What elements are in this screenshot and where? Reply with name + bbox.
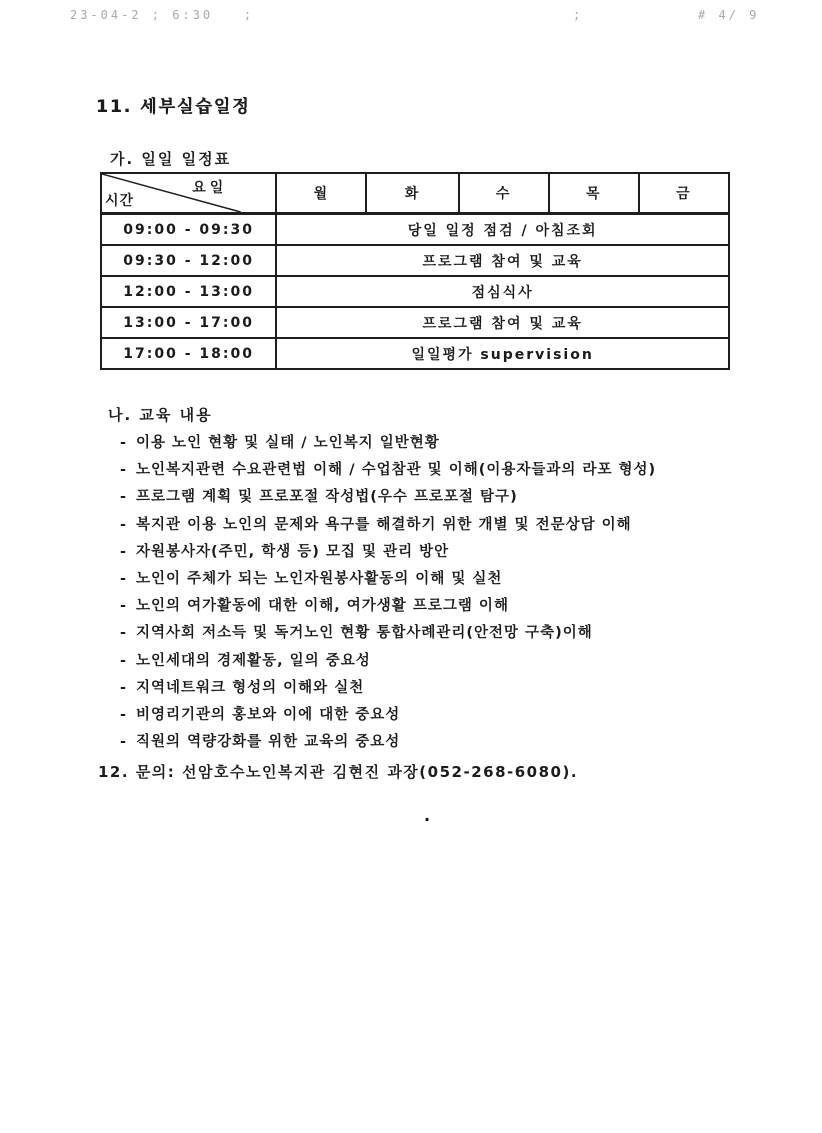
- contact-info: 12. 문의: 선암호수노인복지관 김현진 과장(052-268-6080).: [98, 763, 579, 781]
- time-cell: 09:30 - 12:00: [101, 245, 276, 276]
- section-b-heading: 나. 교육 내용: [108, 406, 213, 424]
- list-item: [120, 703, 780, 730]
- corner-cell: [101, 173, 276, 214]
- bullet-dash: -: [120, 489, 128, 506]
- bullet-dash: -: [120, 543, 128, 560]
- bullet-dash: -: [120, 625, 128, 642]
- bullet-dash: -: [120, 570, 128, 587]
- list-item-text: 복지관 이용 노인의 문제와 욕구를 해결하기 위한 개별 및 전문상담 이해: [136, 516, 632, 533]
- list-item-text: 자원봉사자(주민, 학생 등) 모집 및 관리 방안: [136, 543, 450, 560]
- day-header-cell: 월: [276, 173, 366, 214]
- list-item-text: 노인이 주체가 되는 노인자원봉사활동의 이해 및 실천: [136, 570, 503, 587]
- fax-timestamp: 23-04-2 ; 6:30 ;: [70, 8, 255, 22]
- document-title: 11. 세부실습일정: [96, 97, 251, 117]
- list-item: [120, 676, 780, 703]
- activity-cell: 점심식사: [276, 276, 729, 307]
- bullet-dash: -: [120, 679, 128, 696]
- table-header-row: [101, 173, 729, 214]
- list-item-text: 비영리기관의 홍보와 이에 대한 중요성: [136, 706, 401, 723]
- list-item-text: 직원의 역량강화를 위한 교육의 중요성: [136, 734, 401, 751]
- list-item: [120, 513, 780, 540]
- activity-cell: 일일평가 supervision: [276, 338, 729, 369]
- list-item: [120, 485, 780, 512]
- bullet-dash: -: [120, 435, 128, 451]
- time-cell: 13:00 - 17:00: [101, 307, 276, 338]
- day-header-cell: 화: [366, 173, 458, 214]
- table-row: [101, 276, 729, 307]
- bullet-dash: -: [120, 598, 128, 615]
- day-header-cell: 금: [639, 173, 729, 214]
- bullet-dash: -: [120, 734, 128, 751]
- section-a-heading: 가. 일일 일정표: [110, 150, 232, 168]
- day-header-cell: 목: [549, 173, 639, 214]
- bullet-dash: -: [120, 652, 128, 669]
- fax-page-number: # 4/ 9: [698, 8, 760, 22]
- list-item-text: 지역사회 저소득 및 독거노인 현황 통합사례관리(안전망 구축)이해: [136, 625, 593, 642]
- list-item: [120, 649, 780, 676]
- list-item-text: 노인세대의 경제활동, 일의 중요성: [136, 652, 371, 669]
- education-content-list: [120, 431, 780, 757]
- bullet-dash: -: [120, 462, 128, 479]
- list-item-text: 지역네트워크 형성의 이해와 실천: [136, 679, 365, 696]
- list-item: [120, 594, 780, 621]
- time-cell: 09:00 - 09:30: [101, 214, 276, 246]
- table-row: [101, 307, 729, 338]
- day-header-cell: 수: [459, 173, 549, 214]
- stray-dot: .: [424, 806, 431, 825]
- list-item: [120, 431, 780, 458]
- list-item: [120, 458, 780, 485]
- list-item-text: 프로그램 계획 및 프로포절 작성법(우수 프로포절 탐구): [136, 489, 518, 506]
- time-cell: 17:00 - 18:00: [101, 338, 276, 369]
- list-item: [120, 621, 780, 648]
- corner-label-day: 요일: [192, 180, 228, 196]
- activity-cell: 당일 일정 점검 / 아침조회: [276, 214, 729, 246]
- activity-cell: 프로그램 참여 및 교육: [276, 245, 729, 276]
- list-item: [120, 540, 780, 567]
- list-item-text: 노인의 여가활동에 대한 이해, 여가생활 프로그램 이해: [136, 598, 509, 615]
- table-row: [101, 338, 729, 369]
- daily-schedule-table: [100, 172, 730, 370]
- bullet-dash: -: [120, 516, 128, 533]
- table-row: [101, 214, 729, 246]
- bullet-dash: -: [120, 706, 128, 723]
- list-item-text: 노인복지관련 수요관련법 이해 / 수업참관 및 이해(이용자들과의 라포 형성): [136, 462, 657, 479]
- table-row: [101, 245, 729, 276]
- list-item-text: 이용 노인 현황 및 실태 / 노인복지 일반현황: [136, 435, 440, 451]
- time-cell: 12:00 - 13:00: [101, 276, 276, 307]
- corner-label-time: 시간: [105, 193, 135, 209]
- list-item: [120, 730, 780, 757]
- fax-separator: ;: [573, 8, 584, 22]
- list-item: [120, 567, 780, 594]
- activity-cell: 프로그램 참여 및 교육: [276, 307, 729, 338]
